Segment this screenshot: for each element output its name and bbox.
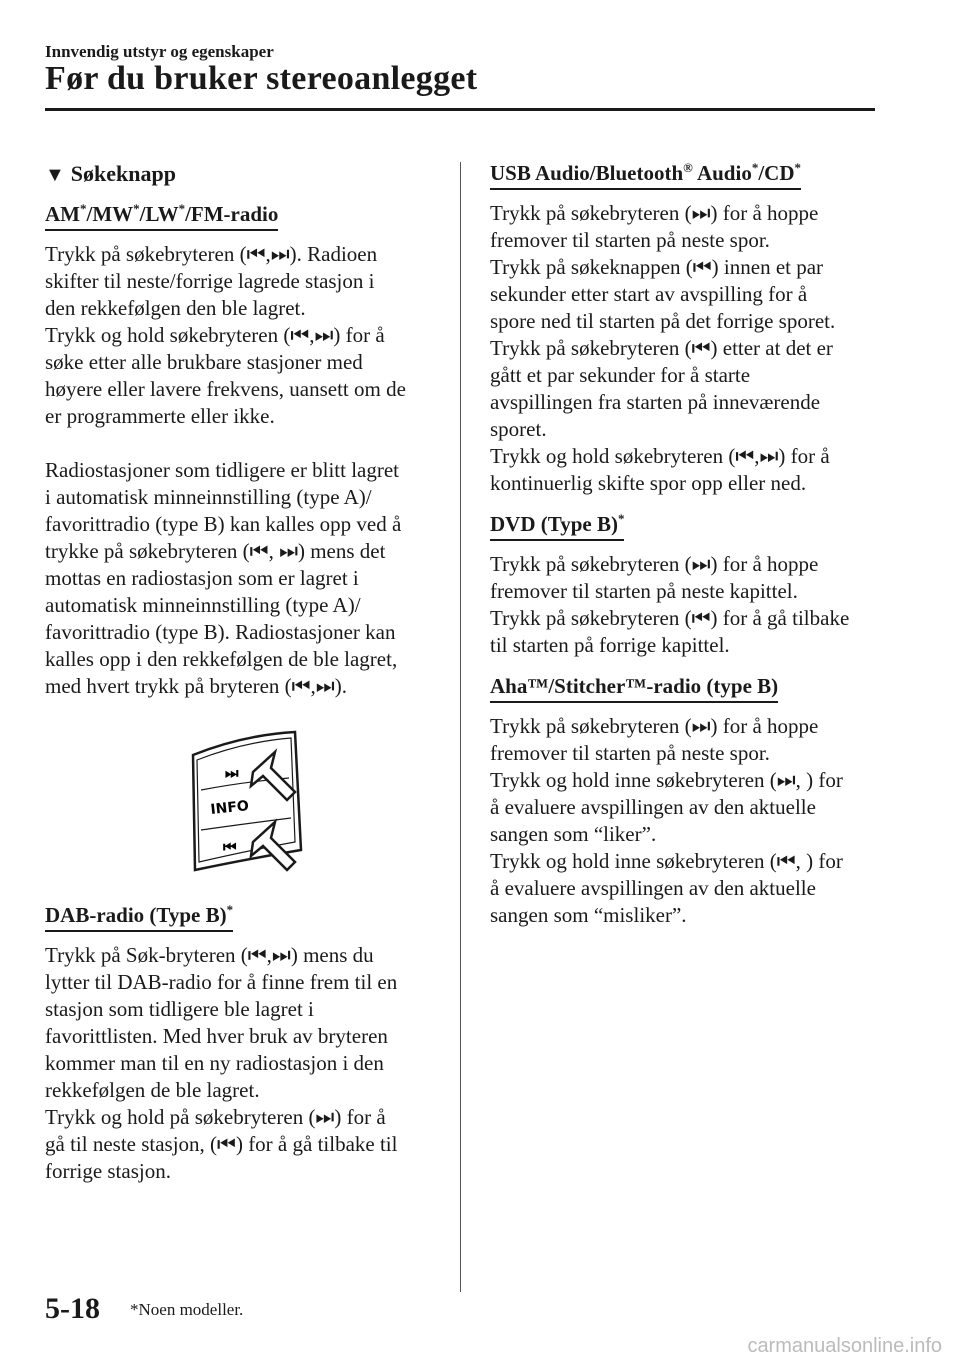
text-line: fremover til starten på neste spor. <box>490 741 770 765</box>
am-paragraph-1 <box>45 241 437 430</box>
heading-part: AM <box>45 202 80 226</box>
dab-paragraph <box>45 942 437 1185</box>
text-line: sporet. <box>490 417 547 441</box>
text-line: Radiostasjoner som tidligere er blitt lagret <box>45 458 399 482</box>
text-line: den rekkefølgen den ble lagret. <box>45 296 306 320</box>
text-line: Trykk på søkeknappen (⏮) innen et par <box>490 255 824 279</box>
text-line: Trykk og hold søkebryteren (⏮,⏭) for å <box>490 444 830 468</box>
usb-paragraph <box>490 200 885 497</box>
footnote-star: * <box>80 201 87 216</box>
text-line: fremover til starten på neste spor. <box>490 228 770 252</box>
footnote-star: * <box>794 160 801 175</box>
text-line: kalles opp i den rekkefølgen de ble lagret, <box>45 647 398 671</box>
title-rule <box>45 108 875 111</box>
text-line: Trykk og hold på søkebryteren (⏭) for å <box>45 1105 386 1129</box>
seek-switch-illustration <box>45 730 437 880</box>
aha-paragraph <box>490 713 885 929</box>
text-line: avspillingen fra starten på inneværende <box>490 390 821 414</box>
page-title: Før du bruker stereoanlegget <box>45 60 478 97</box>
text-line: Trykk på søkebryteren (⏮) for å gå tilbake <box>490 606 850 630</box>
text-line: Trykk på søkebryteren (⏮,⏭). Radioen <box>45 242 378 266</box>
text-line: sangen som “misliker”. <box>490 903 687 927</box>
heading-part: /MW <box>86 202 134 226</box>
usb-audio-heading <box>490 160 801 190</box>
footnote-star: * <box>617 511 625 526</box>
text-line: Trykk på søkebryteren (⏮) etter at det er <box>490 336 833 360</box>
search-button-heading <box>45 160 437 189</box>
footnote: *Noen modeller. <box>130 1300 244 1319</box>
text-line: favorittradio (type B) kan kalles opp ved å <box>45 512 402 536</box>
heading-part: USB Audio/Bluetooth <box>490 161 684 185</box>
section-label: Innvendig utstyr og egenskaper <box>45 42 274 61</box>
triangle-marker-icon: ▼ <box>45 164 65 186</box>
text-line: er programmerte eller ikke. <box>45 404 275 428</box>
text-line: Trykk på søkebryteren (⏭) for å hoppe <box>490 552 819 576</box>
text-line: Trykk på Søk-bryteren (⏮,⏭) mens du <box>45 943 374 967</box>
dvd-paragraph <box>490 551 885 659</box>
text-line: Trykk på søkebryteren (⏭) for å hoppe <box>490 714 819 738</box>
footnote-star: * <box>751 160 759 175</box>
am-paragraph-2 <box>45 457 437 700</box>
footnote-star: * <box>178 201 186 216</box>
text-line: å evaluere avspillingen av den aktuelle <box>490 795 816 819</box>
aha-stitcher-heading: Aha™/Stitcher™-radio (type B) <box>490 673 778 703</box>
text-line: gå til neste stasjon, (⏮) for å gå tilbake til <box>45 1132 398 1156</box>
page-number: 5-18 <box>45 1292 100 1325</box>
text-line: trykke på søkebryteren (⏮, ⏭) mens det <box>45 539 386 563</box>
text-line: Trykk og hold inne søkebryteren (⏮, ) for <box>490 849 843 873</box>
heading-part: /FM-radio <box>185 202 279 226</box>
text-line: favorittradio (type B). Radiostasjoner kan <box>45 620 396 644</box>
text-line: fremover til starten på neste kapittel. <box>490 579 798 603</box>
footnote-star: * <box>226 902 234 917</box>
heading-part: /LW <box>139 202 179 226</box>
text-line: til starten på forrige kapittel. <box>490 633 730 657</box>
text-line: stasjon som tidligere ble lagret i <box>45 997 314 1021</box>
am-fm-heading <box>45 201 278 231</box>
right-column <box>490 160 885 929</box>
text-line: favorittlisten. Med hver bruk av bryteren <box>45 1024 388 1048</box>
text-line: skifter til neste/forrige lagrede stasjon i <box>45 269 375 293</box>
text-line: Trykk på søkebryteren (⏭) for å hoppe <box>490 201 819 225</box>
text-line: mottas en radiostasjon som er lagret i <box>45 566 359 590</box>
text-line: kommer man til en ny radiostasjon i den <box>45 1051 384 1075</box>
text-line: sangen som “liker”. <box>490 822 657 846</box>
text-line: Trykk og hold søkebryteren (⏮,⏭) for å <box>45 323 385 347</box>
registered-mark: ® <box>683 160 693 175</box>
text-line: automatisk minneinnstilling (type A)/ <box>45 593 361 617</box>
text-line: forrige stasjon. <box>45 1159 171 1183</box>
text-line: sekunder etter start av avspilling for å <box>490 282 808 306</box>
dvd-heading <box>490 511 624 541</box>
skip-back-icon: ⏮ <box>223 838 237 856</box>
text-line: rekkefølgen de ble lagret. <box>45 1078 260 1102</box>
left-column <box>45 160 437 1185</box>
info-label: INFO <box>209 798 250 818</box>
text-line: søke etter alle brukbare stasjoner med <box>45 350 363 374</box>
text-line: med hvert trykk på bryteren (⏮,⏭). <box>45 674 347 698</box>
column-divider <box>460 162 461 1292</box>
skip-forward-icon: ⏭ <box>225 764 239 782</box>
steering-switch-drawing <box>183 730 308 875</box>
text-line: spore ned til starten på det forrige sporet. <box>490 309 836 333</box>
text-line: høyere eller lavere frekvens, uansett om de <box>45 377 406 401</box>
dab-heading <box>45 902 233 932</box>
text-line: Trykk og hold inne søkebryteren (⏭, ) for <box>490 768 843 792</box>
heading-text: Søkeknapp <box>70 161 176 186</box>
heading-part: DVD (Type B) <box>490 512 618 536</box>
heading-part: Audio <box>692 161 752 185</box>
heading-part: /CD <box>758 161 795 185</box>
text-line: gått et par sekunder for å starte <box>490 363 751 387</box>
text-line: i automatisk minneinnstilling (type A)/ <box>45 485 372 509</box>
watermark-text: carmanualsonline.info <box>747 1335 942 1357</box>
text-line: å evaluere avspillingen av den aktuelle <box>490 876 816 900</box>
footnote-star: * <box>133 201 140 216</box>
text-line: kontinuerlig skifte spor opp eller ned. <box>490 471 807 495</box>
text-line: lytter til DAB-radio for å finne frem til en <box>45 970 398 994</box>
heading-part: DAB-radio (Type B) <box>45 903 227 927</box>
